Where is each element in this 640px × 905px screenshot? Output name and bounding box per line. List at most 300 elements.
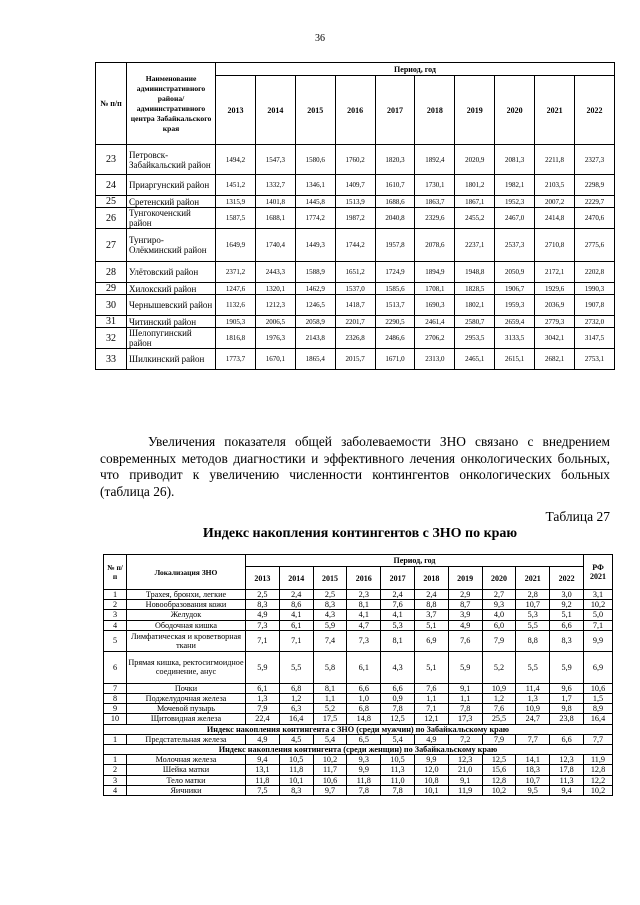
value-cell: 1688,6 (375, 196, 415, 208)
value-cell: 1948,8 (455, 262, 495, 283)
row-number: 33 (96, 349, 127, 370)
value-cell: 7,8 (381, 785, 415, 795)
value-cell: 7,7 (516, 734, 550, 744)
value-cell: 10,2 (584, 600, 613, 610)
value-cell: 9,8 (550, 704, 584, 714)
value-cell: 2081,3 (495, 145, 535, 175)
row-number: 10 (104, 714, 127, 724)
value-cell: 12,2 (584, 775, 613, 785)
value-cell: 1401,8 (255, 196, 295, 208)
value-cell: 7,5 (246, 785, 280, 795)
district-name: Сретенский район (127, 196, 216, 208)
value-cell: 1,1 (414, 694, 448, 704)
table-title: Индекс накопления контингентов с ЗНО по краю (202, 526, 518, 541)
value-cell: 1774,2 (295, 208, 335, 229)
value-cell: 11,9 (448, 785, 482, 795)
value-cell: 2036,9 (535, 295, 575, 316)
value-cell: 1,3 (516, 694, 550, 704)
value-cell: 25,5 (482, 714, 516, 724)
value-cell: 1246,5 (295, 295, 335, 316)
year-header: 2020 (495, 76, 535, 145)
value-cell: 7,7 (584, 734, 613, 744)
district-name: Приаргунский район (127, 175, 216, 196)
year-header: 2017 (375, 76, 415, 145)
value-cell: 6,0 (482, 620, 516, 630)
value-cell: 8,3 (246, 600, 280, 610)
value-cell: 14,1 (516, 755, 550, 765)
value-cell: 1610,7 (375, 175, 415, 196)
value-cell: 1976,3 (255, 328, 295, 349)
value-cell: 17,3 (448, 714, 482, 724)
value-cell: 5,1 (414, 651, 448, 683)
header-localization: Локализация ЗНО (127, 555, 246, 590)
value-cell: 10,2 (482, 785, 516, 795)
value-cell: 2,3 (347, 590, 381, 600)
value-cell: 11,8 (246, 775, 280, 785)
value-cell: 2775,6 (575, 229, 615, 262)
value-cell: 5,1 (550, 610, 584, 620)
value-cell: 4,0 (482, 610, 516, 620)
row-number: 28 (96, 262, 127, 283)
value-cell: 1740,4 (255, 229, 295, 262)
year-header: 2016 (347, 567, 381, 590)
value-cell: 2006,5 (255, 316, 295, 328)
value-cell: 8,6 (279, 600, 313, 610)
value-cell: 1670,1 (255, 349, 295, 370)
value-cell: 4,5 (279, 734, 313, 744)
table-row (96, 328, 615, 349)
value-cell: 5,1 (414, 620, 448, 630)
value-cell: 1867,1 (455, 196, 495, 208)
value-cell: 1744,2 (335, 229, 375, 262)
value-cell: 9,4 (550, 785, 584, 795)
row-number: 1 (104, 734, 127, 744)
value-cell: 3,1 (584, 590, 613, 600)
value-cell: 1,0 (347, 694, 381, 704)
year-header: 2021 (516, 567, 550, 590)
value-cell: 9,3 (347, 755, 381, 765)
header-no: № п/п (104, 555, 127, 590)
value-cell: 1906,7 (495, 283, 535, 295)
value-cell: 15,6 (482, 765, 516, 775)
value-cell: 1708,1 (415, 283, 455, 295)
value-cell: 11,8 (347, 775, 381, 785)
table-row (104, 734, 613, 744)
value-cell: 1894,9 (415, 262, 455, 283)
value-cell: 1332,7 (255, 175, 295, 196)
table-row (96, 262, 615, 283)
value-cell: 9,4 (246, 755, 280, 765)
district-incidence-table (95, 62, 615, 370)
value-cell: 6,9 (414, 630, 448, 651)
value-cell: 12,1 (414, 714, 448, 724)
value-cell: 5,5 (279, 651, 313, 683)
value-cell: 1,1 (448, 694, 482, 704)
value-cell: 9,1 (448, 775, 482, 785)
value-cell: 6,6 (550, 620, 584, 630)
value-cell: 2,5 (313, 590, 347, 600)
value-cell: 1580,6 (295, 145, 335, 175)
value-cell: 1,7 (550, 694, 584, 704)
value-cell: 5,2 (482, 651, 516, 683)
value-cell: 9,7 (313, 785, 347, 795)
year-header: 2021 (535, 76, 575, 145)
value-cell: 4,1 (347, 610, 381, 620)
table-row (104, 600, 613, 610)
value-cell: 24,7 (516, 714, 550, 724)
table-row (96, 283, 615, 295)
value-cell: 2040,8 (375, 208, 415, 229)
value-cell: 1828,5 (455, 283, 495, 295)
value-cell: 4,3 (381, 651, 415, 683)
value-cell: 7,8 (347, 785, 381, 795)
value-cell: 3147,5 (575, 328, 615, 349)
table-row (96, 349, 615, 370)
value-cell: 10,5 (279, 755, 313, 765)
value-cell: 6,1 (279, 620, 313, 630)
year-header: 2014 (255, 76, 295, 145)
value-cell: 7,1 (279, 630, 313, 651)
value-cell: 11,4 (516, 683, 550, 693)
year-header: 2020 (482, 567, 516, 590)
value-cell: 2201,7 (335, 316, 375, 328)
value-cell: 7,8 (448, 704, 482, 714)
value-cell: 9,9 (584, 630, 613, 651)
value-cell: 10,9 (482, 683, 516, 693)
year-header: 2017 (381, 567, 415, 590)
value-cell: 12,5 (381, 714, 415, 724)
value-cell: 10,6 (584, 683, 613, 693)
table-row (96, 175, 615, 196)
localization-name: Почки (127, 683, 246, 693)
value-cell: 16,4 (279, 714, 313, 724)
row-number: 4 (104, 620, 127, 630)
value-cell: 2,9 (448, 590, 482, 600)
value-cell: 1409,7 (335, 175, 375, 196)
table-row (104, 610, 613, 620)
value-cell: 5,9 (313, 620, 347, 630)
value-cell: 4,1 (381, 610, 415, 620)
value-cell: 2371,2 (216, 262, 256, 283)
value-cell: 7,6 (448, 630, 482, 651)
localization-name: Новообразования кожи (127, 600, 246, 610)
value-cell: 6,3 (279, 704, 313, 714)
table-row (96, 196, 615, 208)
value-cell: 2172,1 (535, 262, 575, 283)
value-cell: 2,7 (482, 590, 516, 600)
value-cell: 2313,0 (415, 349, 455, 370)
year-header: 2022 (575, 76, 615, 145)
value-cell: 2706,2 (415, 328, 455, 349)
value-cell: 7,6 (414, 683, 448, 693)
table-row (104, 714, 613, 724)
district-name: Улётовский район (127, 262, 216, 283)
value-cell: 6,9 (584, 651, 613, 683)
value-cell: 17,8 (550, 765, 584, 775)
value-cell: 7,8 (381, 704, 415, 714)
value-cell: 1494,2 (216, 145, 256, 175)
value-cell: 2020,9 (455, 145, 495, 175)
localization-name: Мочевой пузырь (127, 704, 246, 714)
value-cell: 9,3 (482, 600, 516, 610)
year-header: 2015 (313, 567, 347, 590)
value-cell: 2327,3 (575, 145, 615, 175)
header-period: Период, год (216, 63, 615, 76)
value-cell: 5,3 (381, 620, 415, 630)
value-cell: 2710,8 (535, 229, 575, 262)
value-cell: 0,9 (381, 694, 415, 704)
value-cell: 10,2 (313, 755, 347, 765)
value-cell: 5,9 (550, 651, 584, 683)
value-cell: 1537,0 (335, 283, 375, 295)
row-number: 3 (104, 610, 127, 620)
value-cell: 1651,2 (335, 262, 375, 283)
value-cell: 2615,1 (495, 349, 535, 370)
value-cell: 1547,3 (255, 145, 295, 175)
value-cell: 8,3 (279, 785, 313, 795)
value-cell: 8,1 (381, 630, 415, 651)
row-number: 26 (96, 208, 127, 229)
value-cell: 10,2 (584, 785, 613, 795)
row-number: 1 (104, 755, 127, 765)
district-name: Петровск-Забайкальский район (127, 145, 216, 175)
value-cell: 9,6 (550, 683, 584, 693)
year-header: 2019 (455, 76, 495, 145)
value-cell: 2414,8 (535, 208, 575, 229)
value-cell: 22,4 (246, 714, 280, 724)
value-cell: 1513,7 (375, 295, 415, 316)
value-cell: 3,9 (448, 610, 482, 620)
row-number: 6 (104, 651, 127, 683)
value-cell: 9,9 (347, 765, 381, 775)
value-cell: 1,2 (279, 694, 313, 704)
value-cell: 2580,7 (455, 316, 495, 328)
value-cell: 12,0 (414, 765, 448, 775)
district-name: Читинский район (127, 316, 216, 328)
value-cell: 2290,5 (375, 316, 415, 328)
localization-name: Трахея, бронхи, легкие (127, 590, 246, 600)
table-row (104, 755, 613, 765)
value-cell: 2486,6 (375, 328, 415, 349)
value-cell: 6,6 (550, 734, 584, 744)
value-cell: 2753,1 (575, 349, 615, 370)
section-men-title: Индекс накопления контингента с ЗНО (среди мужчин) по Забайкальскому краю (104, 724, 613, 734)
value-cell: 1320,1 (255, 283, 295, 295)
value-cell: 11,0 (381, 775, 415, 785)
value-cell: 5,2 (313, 704, 347, 714)
value-cell: 3133,5 (495, 328, 535, 349)
value-cell: 10,7 (516, 600, 550, 610)
value-cell: 1315,9 (216, 196, 256, 208)
value-cell: 1588,9 (295, 262, 335, 283)
table-row (96, 145, 615, 175)
header-rf: РФ 2021 (584, 555, 613, 590)
value-cell: 11,3 (550, 775, 584, 785)
value-cell: 23,8 (550, 714, 584, 724)
value-cell: 2537,3 (495, 229, 535, 262)
value-cell: 2953,5 (455, 328, 495, 349)
value-cell: 2202,8 (575, 262, 615, 283)
row-number: 3 (104, 775, 127, 785)
value-cell: 6,1 (347, 651, 381, 683)
value-cell: 5,0 (584, 610, 613, 620)
value-cell: 12,3 (448, 755, 482, 765)
value-cell: 4,9 (414, 734, 448, 744)
value-cell: 14,8 (347, 714, 381, 724)
value-cell: 13,1 (246, 765, 280, 775)
localization-name: Предстательная железа (127, 734, 246, 744)
value-cell: 2103,5 (535, 175, 575, 196)
district-name: Шелопугинский район (127, 328, 216, 349)
value-cell: 7,9 (246, 704, 280, 714)
value-cell: 10,1 (414, 785, 448, 795)
value-cell: 12,8 (584, 765, 613, 775)
value-cell: 1,2 (482, 694, 516, 704)
value-cell: 1760,2 (335, 145, 375, 175)
value-cell: 8,7 (448, 600, 482, 610)
header-district-name: Наименование административного района/ административного центра Забайкальского края (127, 63, 216, 145)
value-cell: 2455,2 (455, 208, 495, 229)
value-cell: 1445,8 (295, 196, 335, 208)
accumulation-index-table (103, 554, 613, 796)
year-header: 2015 (295, 76, 335, 145)
row-number: 27 (96, 229, 127, 262)
value-cell: 10,7 (516, 775, 550, 785)
value-cell: 9,1 (448, 683, 482, 693)
district-name: Чернышевский район (127, 295, 216, 316)
value-cell: 2143,8 (295, 328, 335, 349)
value-cell: 7,9 (482, 630, 516, 651)
value-cell: 1690,3 (415, 295, 455, 316)
value-cell: 2,4 (381, 590, 415, 600)
section-row (104, 724, 613, 734)
localization-name: Молочная железа (127, 755, 246, 765)
value-cell: 5,8 (313, 651, 347, 683)
value-cell: 11,7 (313, 765, 347, 775)
value-cell: 3,0 (550, 590, 584, 600)
header-no: № п/п (96, 63, 127, 145)
district-name: Тунгокоченский район (127, 208, 216, 229)
value-cell: 7,3 (347, 630, 381, 651)
value-cell: 5,3 (516, 610, 550, 620)
value-cell: 8,1 (313, 683, 347, 693)
row-number: 29 (96, 283, 127, 295)
value-cell: 3042,1 (535, 328, 575, 349)
localization-name: Щитовидная железа (127, 714, 246, 724)
value-cell: 1865,4 (295, 349, 335, 370)
table-row (104, 694, 613, 704)
value-cell: 2659,4 (495, 316, 535, 328)
value-cell: 2467,0 (495, 208, 535, 229)
value-cell: 2779,3 (535, 316, 575, 328)
value-cell: 1247,6 (216, 283, 256, 295)
localization-name: Ободочная кишка (127, 620, 246, 630)
value-cell: 6,5 (347, 734, 381, 744)
value-cell: 1688,1 (255, 208, 295, 229)
value-cell: 1724,9 (375, 262, 415, 283)
year-header: 2018 (415, 76, 455, 145)
value-cell: 7,1 (246, 630, 280, 651)
value-cell: 1987,2 (335, 208, 375, 229)
value-cell: 7,1 (414, 704, 448, 714)
value-cell: 7,6 (381, 600, 415, 610)
table-row (104, 651, 613, 683)
value-cell: 6,8 (279, 683, 313, 693)
value-cell: 10,1 (279, 775, 313, 785)
value-cell: 1802,1 (455, 295, 495, 316)
value-cell: 1952,3 (495, 196, 535, 208)
value-cell: 6,1 (246, 683, 280, 693)
value-cell: 1801,2 (455, 175, 495, 196)
table-row (96, 295, 615, 316)
value-cell: 11,9 (584, 755, 613, 765)
row-number: 4 (104, 785, 127, 795)
value-cell: 1585,6 (375, 283, 415, 295)
table-label: Таблица 27 (545, 509, 610, 524)
value-cell: 1816,8 (216, 328, 256, 349)
localization-name: Шейка матки (127, 765, 246, 775)
year-header: 2018 (414, 567, 448, 590)
value-cell: 11,8 (279, 765, 313, 775)
district-name: Шилкинский район (127, 349, 216, 370)
value-cell: 8,1 (347, 600, 381, 610)
value-cell: 1587,5 (216, 208, 256, 229)
value-cell: 2,5 (246, 590, 280, 600)
table-row (104, 620, 613, 630)
value-cell: 1671,0 (375, 349, 415, 370)
value-cell: 5,5 (516, 620, 550, 630)
value-cell: 2682,1 (535, 349, 575, 370)
value-cell: 1,5 (584, 694, 613, 704)
value-cell: 5,5 (516, 651, 550, 683)
value-cell: 6,6 (347, 683, 381, 693)
value-cell: 2329,6 (415, 208, 455, 229)
value-cell: 1212,3 (255, 295, 295, 316)
value-cell: 5,4 (381, 734, 415, 744)
district-name: Тунгиро-Олёкминский район (127, 229, 216, 262)
year-header: 2022 (550, 567, 584, 590)
value-cell: 2326,8 (335, 328, 375, 349)
table-row (104, 785, 613, 795)
value-cell: 10,8 (414, 775, 448, 785)
value-cell: 1929,6 (535, 283, 575, 295)
value-cell: 7,1 (584, 620, 613, 630)
value-cell: 5,9 (246, 651, 280, 683)
value-cell: 12,5 (482, 755, 516, 765)
value-cell: 2443,3 (255, 262, 295, 283)
year-header: 2013 (216, 76, 256, 145)
value-cell: 2229,7 (575, 196, 615, 208)
table-row (104, 765, 613, 775)
year-header: 2019 (448, 567, 482, 590)
row-number: 23 (96, 145, 127, 175)
value-cell: 8,3 (313, 600, 347, 610)
value-cell: 2,4 (279, 590, 313, 600)
row-number: 24 (96, 175, 127, 196)
value-cell: 17,5 (313, 714, 347, 724)
value-cell: 16,4 (584, 714, 613, 724)
row-number: 31 (96, 316, 127, 328)
value-cell: 1982,1 (495, 175, 535, 196)
row-number: 2 (104, 765, 127, 775)
value-cell: 1346,1 (295, 175, 335, 196)
row-number: 2 (104, 600, 127, 610)
value-cell: 7,6 (482, 704, 516, 714)
year-header: 2016 (335, 76, 375, 145)
value-cell: 8,3 (550, 630, 584, 651)
value-cell: 1132,6 (216, 295, 256, 316)
value-cell: 4,9 (246, 610, 280, 620)
